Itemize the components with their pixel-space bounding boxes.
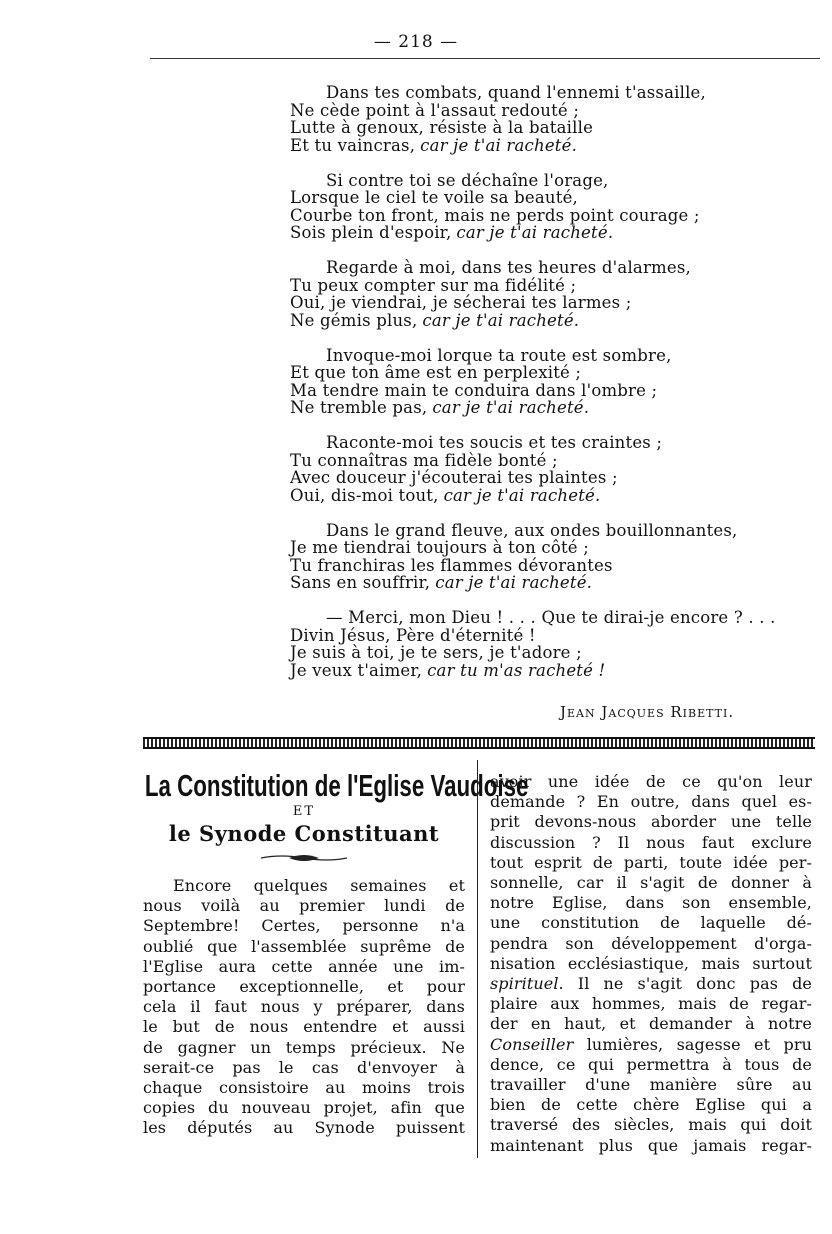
poem-line	[290, 364, 790, 382]
article-line	[490, 1035, 812, 1055]
poem-line-text: Et que ton âme est en perplexité ;	[290, 363, 582, 382]
article-line: tout esprit de parti, toute idée per-	[490, 852, 812, 872]
poem-line	[290, 434, 790, 452]
poem-line	[290, 662, 790, 680]
article-line: oublié que l'assemblée suprême de	[143, 936, 465, 956]
article-line: Septembre! Certes, personne n'a	[143, 916, 465, 936]
poem-refrain: car je t'ai racheté.	[456, 223, 614, 242]
article-line: chaque consistoire au moins trois	[143, 1078, 465, 1098]
article-et: ET	[292, 804, 316, 819]
poem-line	[290, 399, 790, 417]
poem-line	[290, 609, 790, 627]
poem-line-text: Divin Jésus, Père d'éternité !	[290, 625, 536, 645]
article-line: traversé des siècles, mais qui doit	[490, 1115, 812, 1135]
article-line: maintenant plus que jamais regar-	[490, 1135, 812, 1155]
emphasis: Conseiller	[490, 1034, 574, 1054]
poem-line-text: Je suis à toi, je te sers, je t'adore ;	[290, 643, 582, 662]
column-divider	[477, 760, 478, 1158]
poem-stanza	[290, 347, 790, 417]
poem-line	[290, 574, 790, 592]
article-line: travailler d'une manière sûre au	[490, 1075, 812, 1095]
poem-line-text: Raconte-moi tes soucis et tes craintes ;	[326, 433, 663, 452]
article-subtitle: le Synode Constituant	[168, 821, 440, 846]
article-line: prit devons-nous aborder une telle	[490, 812, 812, 832]
poem-stanza	[290, 522, 790, 592]
poem-line-text: Sans en souffrir,	[290, 573, 431, 592]
poem-line	[290, 644, 790, 662]
poem-line-text: Invoque-moi lorque ta route est sombre,	[326, 345, 672, 365]
article-line: les députés au Synode puissent	[143, 1118, 465, 1138]
article-line: copies du nouveau projet, afin que	[143, 1098, 465, 1118]
poem-line	[290, 469, 790, 487]
poem-stanza	[290, 84, 790, 154]
article-line: bien de cette chère Eglise qui a	[490, 1095, 812, 1115]
poem-line-text: Ne tremble pas,	[290, 398, 428, 417]
article-line: cela il faut nous y préparer, dans	[143, 997, 465, 1017]
emphasis: spirituel.	[490, 974, 564, 994]
poem-line-text: Tu connaîtras ma fidèle bonté ;	[290, 450, 558, 470]
poem-refrain: car je t'ai racheté.	[422, 310, 580, 330]
poem-line	[290, 119, 790, 137]
article-line: Encore quelques semaines et	[173, 876, 465, 895]
poem-line-text: Si contre toi se déchaîne l'orage,	[326, 170, 609, 190]
article-title: La Constitution de l'Eglise Vaudoise	[144, 768, 529, 803]
poem-line-text: Oui, je viendrai, je sécherai tes larmes ;	[290, 293, 632, 312]
article-line: portance exceptionnelle, et pour	[143, 977, 465, 997]
poem	[290, 84, 790, 697]
poem-line	[290, 189, 790, 207]
poem-line-text: Dans tes combats, quand l'ennemi t'assaille,	[326, 83, 706, 102]
poem-line	[290, 137, 790, 155]
article-line: avoir une idée de ce qu'on leur	[490, 772, 812, 791]
article-right-column	[490, 772, 812, 1156]
poem-line	[290, 224, 790, 242]
poem-line-text: Sois plein d'espoir,	[290, 223, 452, 242]
section-separator	[143, 737, 815, 749]
poem-line	[290, 382, 790, 400]
poem-author: Jean Jacques Ribetti.	[560, 703, 735, 721]
poem-refrain: car je t'ai racheté.	[443, 485, 601, 505]
article-line: pendra son développement d'orga-	[490, 933, 812, 953]
poem-stanza	[290, 259, 790, 329]
article-line: une constitution de laquelle dé-	[490, 913, 812, 933]
poem-line	[290, 277, 790, 295]
poem-refrain: car je t'ai racheté.	[420, 135, 578, 155]
poem-line	[290, 487, 790, 505]
poem-line-text: Je me tiendrai toujours à ton côté ;	[290, 538, 589, 557]
article-line	[490, 974, 812, 994]
poem-line	[290, 172, 790, 190]
article-line: serait-ce pas le cas d'envoyer à	[143, 1057, 465, 1077]
poem-line-text: Je veux t'aimer,	[290, 660, 423, 680]
poem-line-text: Ne gémis plus,	[290, 310, 418, 330]
poem-line-text: Lorsque le ciel te voile sa beauté,	[290, 188, 578, 207]
poem-line	[290, 539, 790, 557]
poem-line	[290, 522, 790, 540]
article-line: l'Eglise aura cette année une im-	[143, 956, 465, 976]
article-line: plaire aux hommes, mais de regar-	[490, 994, 812, 1014]
header-rule	[150, 58, 820, 59]
article-line: nisation ecclésiastique, mais surtout	[490, 953, 812, 973]
article-line: notre Eglise, dans son ensemble,	[490, 893, 812, 913]
poem-line	[290, 312, 790, 330]
poem-line-text: Avec douceur j'écouterai tes plaintes ;	[290, 468, 618, 487]
article-line-text: Il ne s'agit donc pas de	[563, 974, 812, 994]
article-line: demande ? En outre, dans quel es-	[490, 792, 812, 812]
poem-stanza	[290, 609, 790, 679]
article-line: dence, ce qui permettra à tous de	[490, 1054, 812, 1074]
poem-line	[290, 347, 790, 365]
poem-stanza	[290, 434, 790, 504]
poem-line	[290, 207, 790, 225]
poem-line-text: Courbe ton front, mais ne perds point courage ;	[290, 205, 700, 225]
page-number: — 218 —	[373, 32, 459, 52]
poem-line-text: Lutte à genoux, résiste à la bataille	[290, 118, 594, 137]
poem-line-text: — Merci, mon Dieu ! . . . Que te dirai-je encore ? . . .	[326, 608, 776, 627]
article-line: der en haut, et demander à notre	[490, 1014, 812, 1034]
article-line: sonnelle, car il s'agit de donner à	[490, 873, 812, 893]
article-line: discussion ? Il nous faut exclure	[490, 832, 812, 852]
poem-line	[290, 102, 790, 120]
poem-line	[290, 557, 790, 575]
poem-stanza	[290, 172, 790, 242]
article-line: le but de nous entendre et aussi	[143, 1017, 465, 1037]
ornament-divider	[259, 852, 349, 864]
poem-line-text: Tu peux compter sur ma fidélité ;	[290, 275, 577, 295]
poem-line-text: Dans le grand fleuve, aux ondes bouillonnantes,	[326, 520, 738, 540]
poem-line	[290, 627, 790, 645]
poem-line	[290, 84, 790, 102]
poem-line-text: Tu franchiras les flammes dévorantes	[290, 555, 613, 575]
poem-line	[290, 294, 790, 312]
poem-line-text: Ne cède point à l'assaut redouté ;	[290, 100, 580, 120]
poem-line	[290, 452, 790, 470]
poem-line	[290, 259, 790, 277]
poem-line-text: Oui, dis-moi tout,	[290, 485, 439, 505]
article-left-text	[143, 876, 465, 1139]
poem-refrain: car tu m'as racheté !	[427, 660, 606, 680]
poem-refrain: car je t'ai racheté.	[435, 573, 593, 592]
article-line-text: lumières, sagesse et pru	[573, 1034, 812, 1054]
poem-line-text: Regarde à moi, dans tes heures d'alarmes,	[326, 258, 691, 277]
poem-refrain: car je t'ai racheté.	[432, 398, 590, 417]
poem-line-text: Ma tendre main te conduira dans l'ombre ;	[290, 380, 658, 400]
article-line: de gagner un temps précieux. Ne	[143, 1037, 465, 1057]
article-line: nous voilà au premier lundi de	[143, 896, 465, 916]
poem-line-text: Et tu vaincras,	[290, 135, 416, 155]
